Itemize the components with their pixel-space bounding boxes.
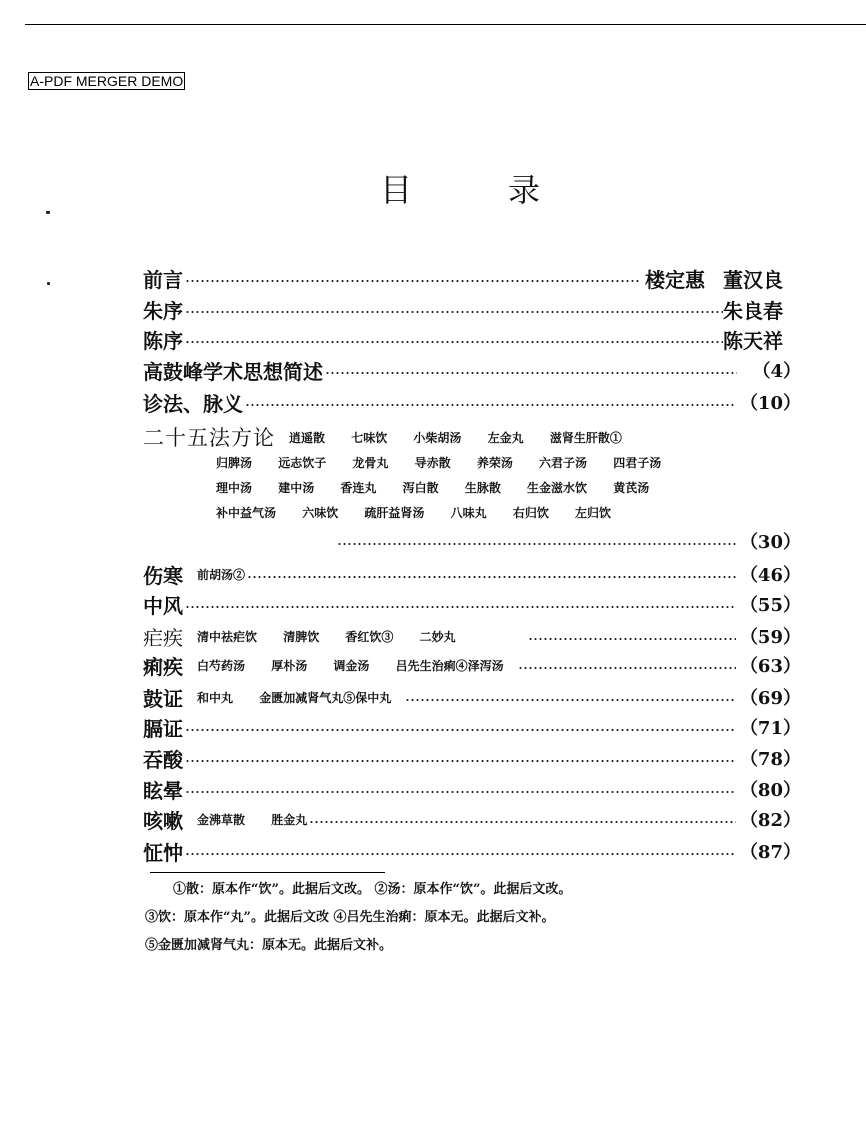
formula: 调金汤 bbox=[333, 658, 370, 673]
entry-title: 眩晕 bbox=[143, 778, 183, 803]
dot-leader bbox=[247, 576, 736, 578]
dot-leader bbox=[518, 667, 736, 669]
formula: 和中丸 bbox=[197, 690, 234, 705]
page-number: （82） bbox=[739, 810, 801, 831]
formula: 金沸草散 bbox=[197, 812, 246, 827]
toc-entry-liji[interactable] bbox=[143, 651, 801, 679]
toc-entry-zhu-preface[interactable] bbox=[143, 295, 783, 323]
formula: 滋肾生肝散① bbox=[549, 430, 622, 445]
toc-entry-zhengchong[interactable] bbox=[143, 837, 801, 865]
formula: 白芍药汤 bbox=[197, 658, 246, 673]
formula: 金匮加减肾气丸⑤保中丸 bbox=[259, 690, 392, 705]
dot-leader bbox=[528, 638, 736, 640]
dot-leader bbox=[185, 606, 736, 608]
entry-title: 高鼓峰学术思想简述 bbox=[143, 359, 323, 384]
toc-entry-twentyfive-page[interactable] bbox=[335, 527, 801, 555]
dot-leader bbox=[337, 543, 736, 545]
formula: 清脾饮 bbox=[283, 629, 320, 644]
formula: 黄芪汤 bbox=[613, 481, 650, 495]
entry-author: 楼定惠 bbox=[645, 267, 705, 292]
page-number: （69） bbox=[739, 688, 801, 709]
formula: 左金丸 bbox=[487, 430, 524, 445]
page-number: （46） bbox=[739, 565, 801, 586]
formula: 八味丸 bbox=[450, 506, 487, 520]
entry-subitem: 前胡汤② bbox=[197, 567, 246, 582]
dot-leader bbox=[185, 791, 736, 793]
formula: 归脾汤 bbox=[216, 456, 253, 470]
formula: 养荣汤 bbox=[476, 456, 513, 470]
entry-title: 诊法、脉义 bbox=[143, 391, 243, 416]
entry-title: 伤寒 bbox=[143, 563, 183, 588]
footnote-line: ⑤金匮加减肾气丸：原本无。此据后文补。 bbox=[145, 938, 393, 953]
formula: 四君子汤 bbox=[613, 456, 662, 470]
formula: 建中汤 bbox=[278, 481, 315, 495]
formula: 理中汤 bbox=[216, 481, 253, 495]
page-title bbox=[380, 170, 540, 210]
dot-leader bbox=[185, 853, 736, 855]
formula: 远志饮子 bbox=[278, 456, 327, 470]
dot-leader bbox=[245, 404, 736, 406]
toc-entry-guzheng[interactable] bbox=[143, 683, 801, 711]
entry-title: 疟疾 bbox=[143, 625, 183, 650]
entry-title: 前言 bbox=[143, 267, 183, 292]
page-number: （78） bbox=[739, 749, 801, 770]
entry-title: 咳嗽 bbox=[143, 808, 183, 833]
formula: 生金滋水饮 bbox=[527, 481, 588, 495]
page-number: （71） bbox=[739, 718, 801, 739]
toc-entry[interactable] bbox=[143, 356, 801, 384]
entry-title: 二十五法方论 bbox=[143, 426, 275, 450]
dot-leader bbox=[325, 372, 737, 374]
dot-leader bbox=[185, 729, 736, 731]
entry-title: 中风 bbox=[143, 593, 183, 618]
dot-leader bbox=[185, 760, 736, 762]
formula: 六君子汤 bbox=[539, 456, 588, 470]
entry-author: 陈天祥 bbox=[723, 328, 783, 353]
dot-leader bbox=[309, 821, 736, 823]
formula: 左归饮 bbox=[575, 506, 612, 520]
entry-subitems bbox=[197, 811, 307, 828]
formula: 二妙丸 bbox=[419, 629, 456, 644]
toc-entry-kesou[interactable] bbox=[143, 805, 801, 833]
formula: 疏肝益肾汤 bbox=[364, 506, 425, 520]
toc-entry-gezheng[interactable] bbox=[143, 713, 801, 741]
entry-title: 陈序 bbox=[143, 328, 183, 353]
toc-entry-chen-preface[interactable] bbox=[143, 325, 783, 353]
formula: 泻白散 bbox=[402, 481, 439, 495]
formula: 生脉散 bbox=[464, 481, 501, 495]
formula-line bbox=[216, 479, 671, 496]
toc-entry-nueji[interactable] bbox=[143, 622, 801, 650]
formula: 右归饮 bbox=[512, 506, 549, 520]
title-char-1: 目 bbox=[380, 171, 413, 209]
entry-subitems bbox=[197, 628, 468, 645]
formula: 吕先生治痢④泽泻汤 bbox=[395, 658, 504, 673]
title-char-2: 录 bbox=[508, 171, 541, 209]
entry-title: 朱序 bbox=[143, 298, 183, 323]
page-number: （30） bbox=[739, 532, 801, 553]
watermark-label: A-PDF MERGER DEMO bbox=[30, 73, 184, 89]
formula: 补中益气汤 bbox=[216, 506, 277, 520]
entry-subitems bbox=[197, 689, 403, 706]
toc-entry-zhongfeng[interactable] bbox=[143, 590, 801, 618]
formula: 清中祛疟饮 bbox=[197, 629, 258, 644]
formula: 逍遥散 bbox=[289, 430, 326, 445]
scan-speck bbox=[46, 211, 50, 214]
dot-leader bbox=[185, 341, 723, 343]
page-top-rule bbox=[25, 24, 866, 25]
entry-title: 痢疾 bbox=[143, 654, 183, 679]
formula: 香连丸 bbox=[340, 481, 377, 495]
formula: 小柴胡汤 bbox=[413, 430, 462, 445]
formula: 香红饮③ bbox=[345, 629, 394, 644]
page-number: （4） bbox=[752, 361, 801, 382]
entry-author: 朱良春 bbox=[723, 298, 783, 323]
formula: 七味饮 bbox=[351, 430, 388, 445]
footnote-line: ①散：原本作“饮”。此据后文改。 ②汤：原本作“饮”。此据后文改。 bbox=[173, 882, 572, 897]
entry-title: 膈证 bbox=[143, 716, 183, 741]
page-number: （10） bbox=[739, 393, 801, 414]
dot-leader bbox=[405, 699, 736, 701]
entry-title: 鼓证 bbox=[143, 686, 183, 711]
formula: 龙骨丸 bbox=[352, 456, 389, 470]
page-number: （80） bbox=[739, 780, 801, 801]
entry-author: 董汉良 bbox=[723, 267, 783, 292]
formula: 胜金丸 bbox=[271, 812, 308, 827]
footnote-separator bbox=[150, 872, 385, 873]
page-number: （55） bbox=[739, 595, 801, 616]
entry-subitems bbox=[197, 657, 516, 674]
toc-entry[interactable] bbox=[143, 388, 801, 416]
formula: 导赤散 bbox=[414, 456, 451, 470]
footnote-line: ③饮：原本作“丸”。此据后文改 ④吕先生治痢：原本无。此据后文补。 bbox=[145, 910, 555, 925]
toc-entry-preface[interactable] bbox=[143, 264, 783, 292]
formula-line bbox=[216, 454, 683, 471]
formula-line bbox=[216, 504, 633, 521]
dot-leader bbox=[185, 311, 723, 313]
scan-speck bbox=[47, 282, 50, 285]
dot-leader bbox=[185, 280, 641, 282]
page-number: （87） bbox=[739, 842, 801, 863]
toc-entry-xuanyun[interactable] bbox=[143, 775, 801, 803]
page-number: （63） bbox=[739, 656, 801, 677]
formula: 六味饮 bbox=[302, 506, 339, 520]
entry-subitems bbox=[289, 429, 634, 446]
page-number: （59） bbox=[739, 627, 801, 648]
entry-title: 怔忡 bbox=[143, 840, 183, 865]
toc-entry-shanghan[interactable] bbox=[143, 560, 801, 588]
entry-title: 吞酸 bbox=[143, 747, 183, 772]
toc-entry-twentyfive-methods[interactable] bbox=[143, 423, 783, 451]
toc-entry-tunsuan[interactable] bbox=[143, 744, 801, 772]
formula: 厚朴汤 bbox=[271, 658, 308, 673]
